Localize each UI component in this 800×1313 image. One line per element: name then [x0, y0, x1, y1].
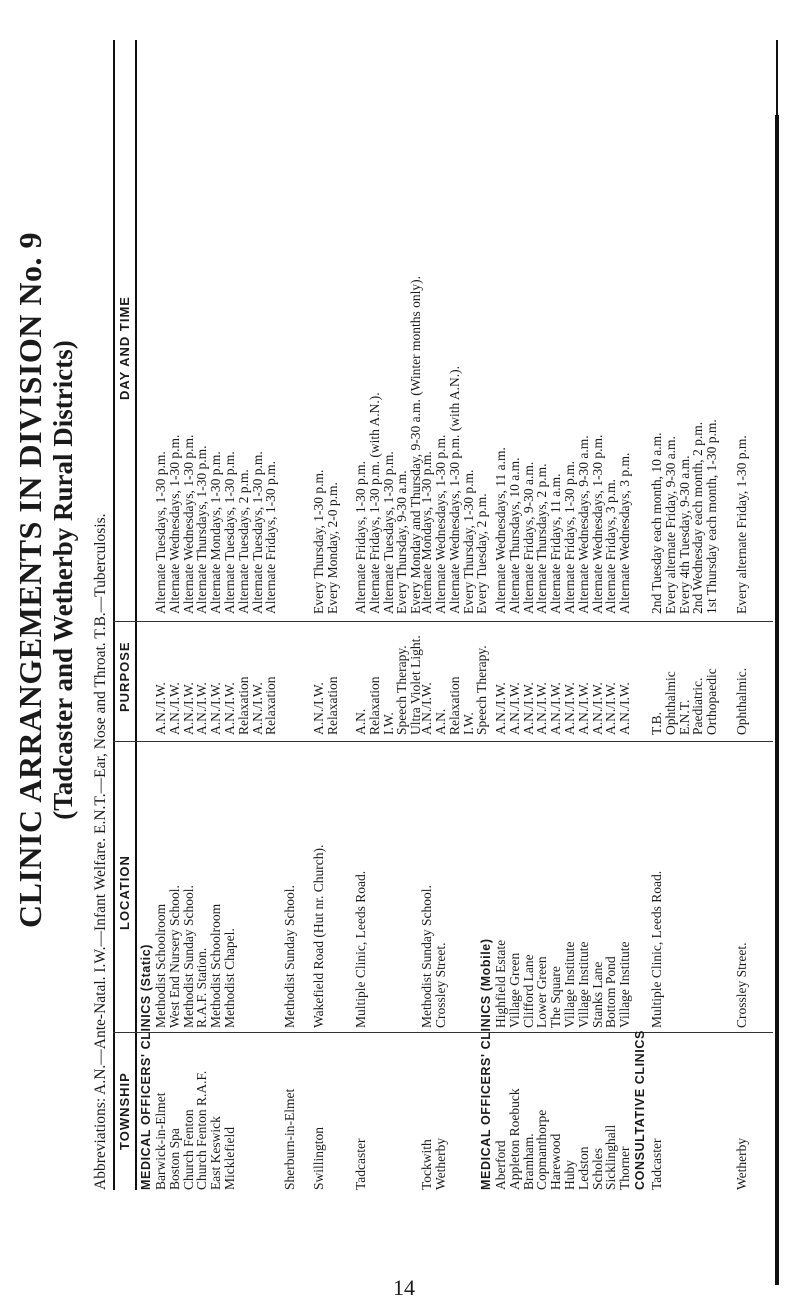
day-cell-line: Alternate Wednesdays, 9-30 a.m.	[575, 435, 591, 614]
purpose-cell-line: A.N./I.W.	[520, 682, 536, 735]
township-cell-line: Church Fenton	[180, 1109, 196, 1190]
location-cell	[283, 885, 297, 1028]
township-cell-line: Sicklinghall	[603, 1124, 619, 1190]
purpose-cell	[312, 677, 340, 735]
township-cell-line: Church Fenton R.A.F.	[194, 1070, 210, 1190]
location-cell-line: Methodist Sunday School.	[180, 885, 196, 1028]
township-cell-line: Swillington	[311, 1126, 326, 1190]
purpose-cell-line: T.B.	[649, 712, 664, 735]
purpose-cell-line: Relaxation	[235, 676, 251, 735]
township-cell-line: Huby	[561, 1160, 577, 1190]
location-cell	[154, 885, 237, 1028]
purpose-cell	[154, 677, 278, 735]
day-time-cell	[154, 435, 278, 614]
day-time-cell-line: Every Tuesday, 2 p.m.	[474, 493, 490, 614]
location-cell-line: Multiple Clinic, Leeds Road.	[353, 870, 368, 1028]
purpose-cell-line: E.N.T.	[676, 699, 692, 735]
township-cell-line: Ledston	[575, 1146, 591, 1190]
township-cell	[420, 1139, 434, 1190]
location-cell	[312, 845, 326, 1028]
day-cell-line: Alternate Fridays, 11 a.m.	[548, 473, 564, 614]
township-cell-line: Harewood	[548, 1133, 564, 1190]
divider-2	[113, 741, 773, 742]
purpose-cell-line: A.N./I.W.	[180, 682, 196, 735]
purpose-cell-line: Relaxation	[263, 676, 279, 735]
divider-1	[113, 1032, 773, 1033]
township-cell-line: Thorner	[617, 1146, 633, 1190]
header-location: LOCATION	[117, 855, 132, 930]
township-cell	[283, 1089, 297, 1190]
location-cell-line: Highfield Estate	[493, 939, 508, 1028]
divider-3	[113, 621, 773, 622]
day-time-cell-line: Alternate Tuesdays, 1-30 p.m.	[221, 451, 237, 614]
township-cell-line: Bramham.	[520, 1133, 536, 1190]
location-cell-line: The Square	[548, 966, 564, 1028]
day-time-cell-line: Every Monday and Thursday, 9-30 a.m. (Winter months only).	[408, 275, 424, 614]
day-time-cell-line: 1st Thursday each month, 1-30 p.m.	[704, 419, 720, 614]
day-time-cell-line: 2nd Tuesday each month, 10 a.m.	[649, 432, 664, 614]
township-cell-line: Aberford	[493, 1140, 508, 1190]
page-number: 14	[393, 1275, 415, 1300]
location-cell-line: Crossley Street.	[433, 942, 448, 1028]
purpose-cell-line: A.N./I.W.	[153, 682, 168, 735]
day-time-cell-line: Alternate Mondays, 1-30 p.m.	[208, 451, 224, 614]
location-cell-line: Bottom Pond	[603, 956, 619, 1028]
day-time-cell	[312, 470, 340, 614]
township-cell	[312, 1127, 326, 1190]
location-cell-line: Methodist Schoolroom	[153, 903, 168, 1028]
purpose-cell-line: A.N./I.W.	[534, 682, 550, 735]
location-cell-line: Multiple Clinic, Leeds Road.	[649, 870, 664, 1028]
township-cell-line: Barwick-in-Elmet	[153, 1092, 168, 1190]
day-time-cell	[420, 451, 434, 614]
purpose-cell-line: Ultra Violet Light.	[408, 635, 424, 735]
abbreviations-line: Abbreviations: A.N.—Ante-Natal. I.W.—Infant Welfare. E.N.T.—Ear, Nose and Throat. T.B.—Tuberculosis.	[92, 513, 109, 1190]
day-time-cell-line: Alternate Fridays, 1-30 p.m. (with A.N.).	[366, 392, 382, 614]
purpose-cell-line: A.N./I.W.	[617, 682, 633, 735]
purpose-cell-line: Relaxation	[446, 676, 462, 735]
township-cell-line: Tockwith	[419, 1139, 434, 1190]
purpose-cell-line: A.N./I.W.	[249, 682, 265, 735]
township-cell-line: Wetherby	[734, 1137, 749, 1190]
township-cell	[650, 1138, 664, 1190]
day-time-cell	[434, 366, 489, 614]
day-cell-line: Alternate Fridays, 3 p.m.	[603, 479, 619, 614]
day-cell-line: Alternate Wednesdays, 1-30 p.m.	[589, 434, 605, 614]
header-purpose: PURPOSE	[117, 641, 132, 712]
purpose-cell-line: Orthopaedic	[704, 668, 720, 735]
day-time-cell-line: Every 4th Tuesday, 9-30 a.m.	[676, 455, 692, 614]
day-cell-line: Alternate Fridays, 1-30 p.m.	[561, 461, 577, 614]
township-cell-line: Appleton Roebuck	[506, 1088, 522, 1190]
day-time-cell-line: Alternate Fridays, 1-30 p.m.	[263, 461, 279, 614]
page-edge-bar	[775, 115, 779, 1285]
location-cell-line: Stanks Lane	[589, 961, 605, 1028]
purpose-cell-line: A.N./I.W.	[603, 682, 619, 735]
day-time-cell-line: Alternate Tuesdays, 1-30 p.m.	[153, 451, 168, 614]
location-cell-line: Methodist Sunday School.	[419, 885, 434, 1028]
day-time-cell	[354, 276, 423, 614]
location-cell-line: Village Institute	[561, 941, 577, 1028]
day-cell-line: Alternate Thursdays, 2 p.m.	[534, 463, 550, 614]
township-cell	[434, 1138, 448, 1190]
location-cell-line: Methodist Schoolroom	[208, 903, 224, 1028]
day-time-cell-line: Alternate Wednesdays, 1-30 p.m.	[180, 434, 196, 614]
day-cell-line: Alternate Wednesdays, 3 p.m.	[617, 452, 633, 614]
day-cell-line: Alternate Wednesdays, 11 a.m.	[493, 447, 508, 614]
day-time-cell	[650, 419, 719, 614]
location-cell-line: West End Nursery School.	[166, 885, 182, 1028]
page-title: CLINIC ARRANGEMENTS IN DIVISION No. 9	[12, 232, 48, 928]
location-cell	[494, 940, 632, 1028]
day-time-cell-line: 2nd Wednesday each month, 2 p.m.	[690, 421, 706, 614]
purpose-cell-line: Ophthalmic	[662, 671, 678, 735]
purpose-cell-line: I.W.	[380, 712, 396, 735]
purpose-cell	[650, 668, 719, 735]
day-time-cell-line: Every Thursday, 1-30 p.m.	[311, 469, 326, 614]
day-time-cell	[735, 435, 749, 614]
day-cell	[494, 435, 632, 614]
location-cell	[650, 871, 664, 1028]
township-cell	[354, 1138, 368, 1190]
location-cell-line: Crossley Street.	[734, 942, 749, 1028]
section-mobile-heading: MEDICAL OFFICERS' CLINICS (Mobile)	[479, 938, 493, 1190]
header-township: TOWNSHIP	[117, 1072, 132, 1150]
purpose-cell-line: A.N./I.W.	[589, 682, 605, 735]
purpose-cell-line: A.N./I.W.	[493, 682, 508, 735]
day-time-cell-line: Alternate Thursdays, 1-30 p.m.	[194, 445, 210, 614]
day-time-cell-line: Alternate Tuesdays, 1-30 p.m.	[380, 451, 396, 614]
purpose-cell	[735, 668, 749, 735]
location-cell-line: Methodist Chapel.	[221, 928, 237, 1028]
township-cell-line: Copmanthorpe	[534, 1109, 550, 1190]
day-time-cell-line: Alternate Fridays, 1-30 p.m.	[353, 461, 368, 614]
location-cell-line: Methodist Sunday School.	[282, 885, 297, 1028]
purpose-cell-line: I.W.	[460, 712, 476, 735]
purpose-cell-line: A.N.	[353, 708, 368, 735]
location-cell-line: Village Green	[506, 952, 522, 1028]
location-cell	[735, 943, 749, 1029]
purpose-cell-line: A.N./I.W.	[548, 682, 564, 735]
header-day-time: DAY AND TIME	[117, 296, 132, 400]
location-cell	[420, 885, 434, 1028]
township-cell-line: Tadcaster	[353, 1138, 368, 1190]
township-cell	[735, 1138, 749, 1190]
day-time-cell-line: Alternate Wednesdays, 1-30 p.m. (with A.N.).	[446, 366, 462, 614]
day-time-cell-line: Alternate Tuesdays, 2 p.m.	[235, 469, 251, 614]
day-time-cell-line: Every Monday, 2-0 p.m.	[324, 482, 340, 614]
purpose-cell-line: A.N./I.W.	[311, 682, 326, 735]
location-cell-line: Lower Green	[534, 956, 550, 1028]
purpose-cell-line: Relaxation	[366, 676, 382, 735]
purpose-cell-line: Ophthalmic.	[734, 667, 749, 735]
location-cell	[354, 871, 368, 1028]
location-cell-line: Village Institute	[575, 941, 591, 1028]
township-cell-line: Wetherby	[433, 1137, 448, 1190]
day-time-cell-line: Every alternate Friday, 9-30 a.m.	[662, 436, 678, 614]
section-static-heading: MEDICAL OFFICERS' CLINICS (Static)	[139, 943, 153, 1190]
township-cell-line: East Keswick	[208, 1116, 224, 1190]
location-cell-line: R.A.F. Station.	[194, 947, 210, 1028]
purpose-cell-line: Relaxation	[324, 676, 340, 735]
township-cell-line: Boston Spa	[166, 1128, 182, 1190]
header-top-rule	[113, 40, 115, 1190]
purpose-cell	[354, 635, 423, 735]
township-cell-line: Scholes	[589, 1148, 605, 1190]
purpose-cell	[494, 682, 632, 735]
purpose-cell	[420, 682, 434, 735]
purpose-cell-line: A.N./I.W.	[208, 682, 224, 735]
page-subtitle: (Tadcaster and Wetherby Rural Districts)	[48, 340, 78, 820]
purpose-cell-line: A.N./I.W.	[166, 682, 182, 735]
day-time-cell-line: Alternate Wednesdays, 1-30 p.m.	[166, 434, 182, 614]
day-time-cell-line: Alternate Mondays, 1-30 p.m.	[419, 451, 434, 614]
header-bottom-rule	[135, 40, 137, 1190]
day-time-cell-line: Every Thursday, 9-30 a.m.	[394, 470, 410, 614]
purpose-cell-line: A.N./I.W.	[575, 682, 591, 735]
purpose-cell-line: A.N./I.W.	[194, 682, 210, 735]
location-cell-line: Village Institute	[617, 941, 633, 1028]
purpose-cell-line: A.N./I.W.	[561, 682, 577, 735]
day-time-cell-line: Every Thursday, 1-30 p.m.	[460, 469, 476, 614]
section-consultative-heading: CONSULTATIVE CLINICS	[633, 1030, 647, 1190]
day-cell-line: Alternate Thursdays, 10 a.m.	[506, 457, 522, 614]
township-cell-line: Sherburn-in-Elmet	[282, 1088, 297, 1190]
purpose-cell-line: Paediatric.	[690, 677, 706, 735]
purpose-cell-line: Speech Therapy.	[474, 645, 490, 735]
location-cell-line: Clifford Lane	[520, 954, 536, 1028]
location-cell	[434, 943, 448, 1029]
purpose-cell-line: A.N./I.W.	[221, 682, 237, 735]
day-time-cell-line: Alternate Wednesdays, 1-30 p.m.	[433, 434, 448, 614]
day-time-cell-line: Every alternate Friday, 1-30 p.m.	[734, 435, 749, 614]
township-cell	[154, 1071, 237, 1190]
purpose-cell-line: A.N.	[433, 708, 448, 735]
location-cell-line: Wakefield Road (Hut nr. Church).	[311, 844, 326, 1028]
township-cell	[494, 1088, 632, 1190]
day-cell-line: Alternate Fridays, 9-30 a.m.	[520, 461, 536, 614]
purpose-cell-line: A.N./I.W.	[506, 682, 522, 735]
township-cell-line: Micklefield	[221, 1127, 237, 1190]
purpose-cell-line: Speech Therapy.	[394, 645, 410, 735]
purpose-cell	[434, 645, 489, 735]
purpose-cell-line: A.N./I.W.	[419, 682, 434, 735]
day-time-cell-line: Alternate Tuesdays, 1-30 p.m.	[249, 451, 265, 614]
township-cell-line: Tadcaster	[649, 1138, 664, 1190]
